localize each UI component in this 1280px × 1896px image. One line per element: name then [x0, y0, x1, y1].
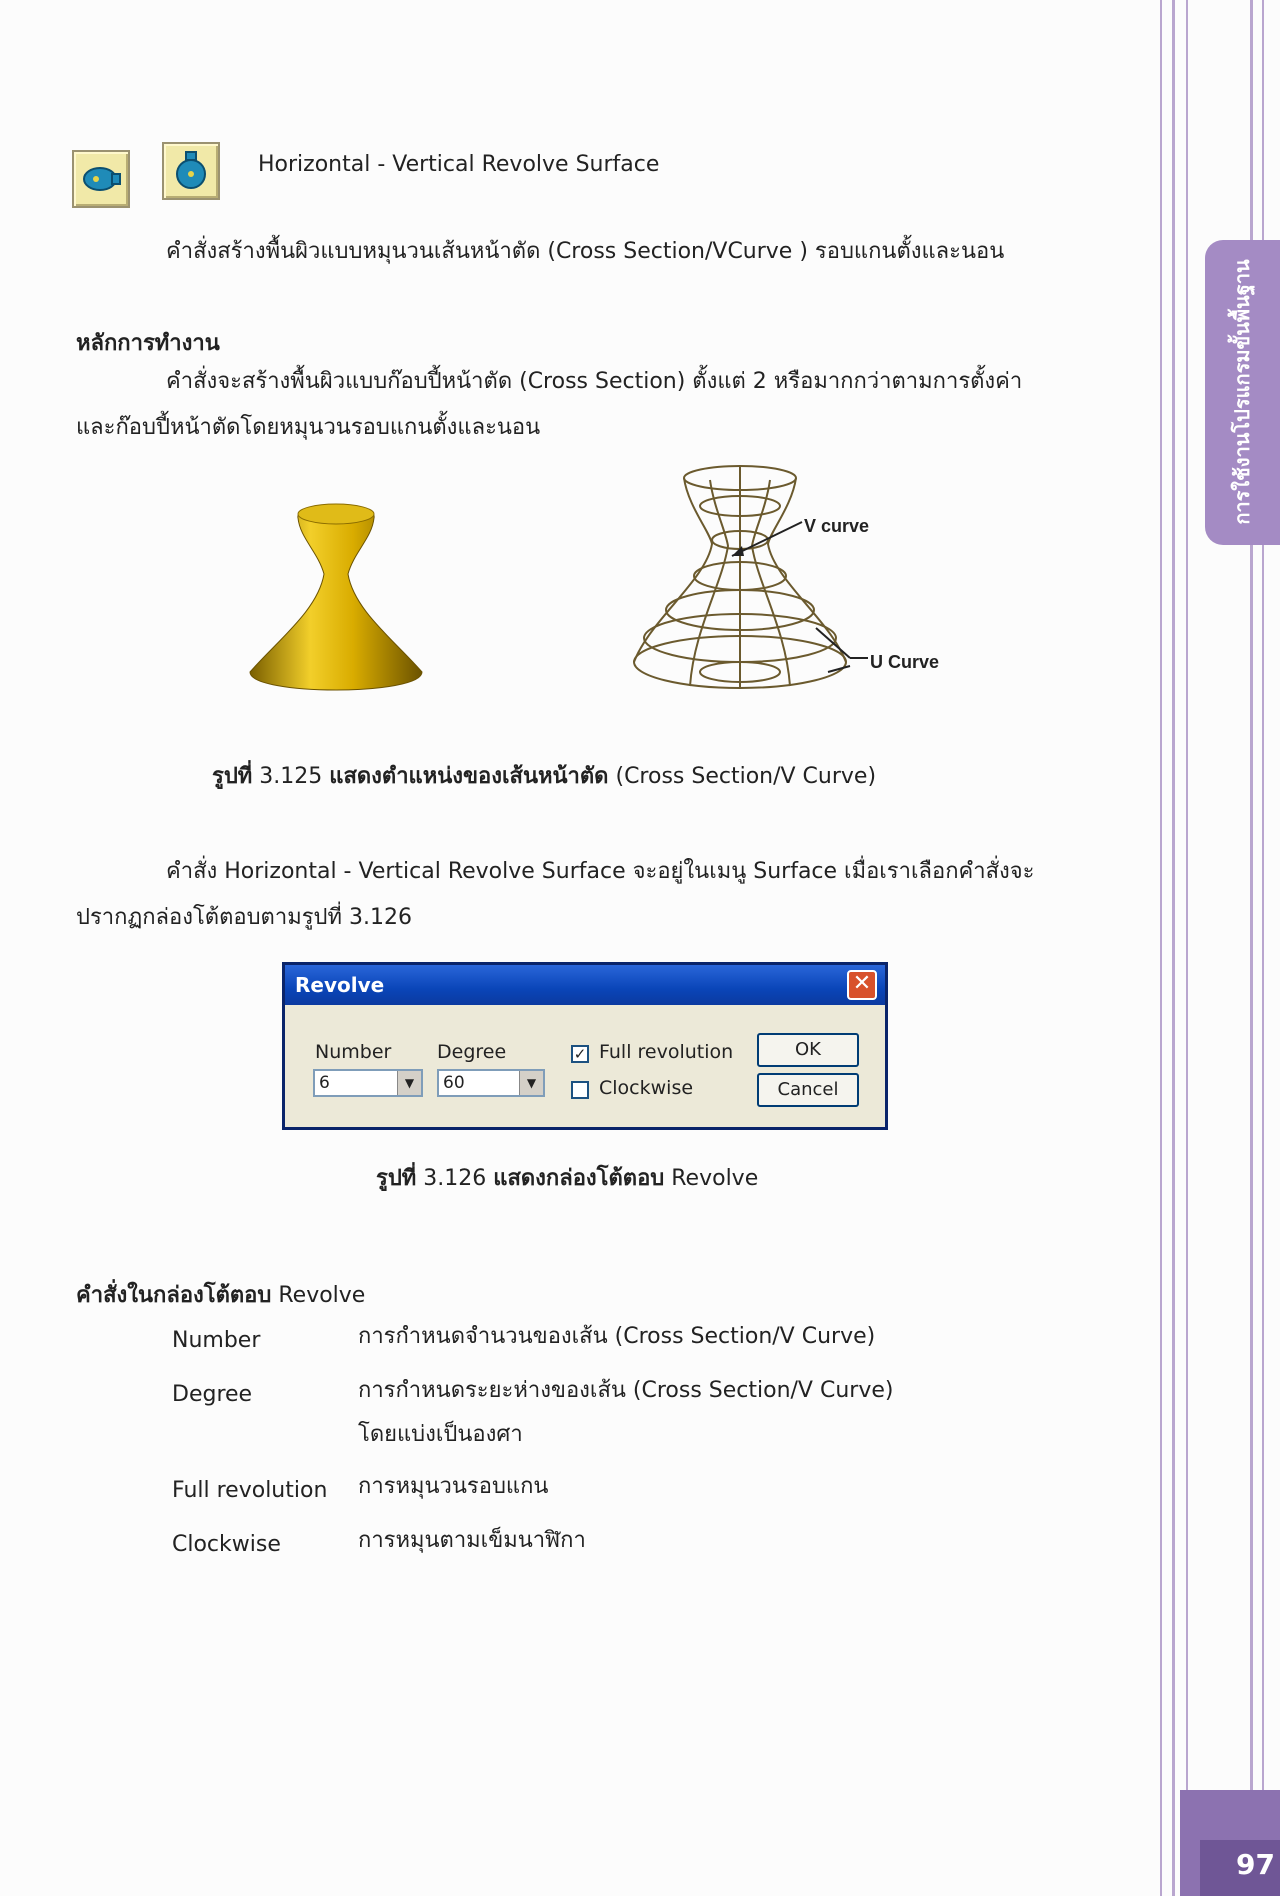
vase-horizontal-icon [74, 152, 128, 206]
figure-3-126-caption [376, 1160, 758, 1195]
page-number: 97 [1236, 1848, 1275, 1881]
clockwise-label[interactable]: Clockwise [599, 1077, 694, 1099]
degree-select[interactable] [437, 1069, 545, 1097]
dialog-title: Revolve [295, 973, 385, 997]
degree-label: Degree [437, 1041, 507, 1063]
commands-heading-tail: Revolve [278, 1283, 366, 1308]
principle-line-1: คำสั่งจะสร้างพื้นผิวแบบก๊อบปี้หน้าตัด (Cross Section) ตั้งแต่ 2 หรือมากกว่าตามการตั้งค่า [166, 369, 1023, 394]
degree-value: 60 [443, 1073, 465, 1093]
desc-degree: การกำหนดระยะห่างของเส้น (Cross Section/V Curve) [358, 1378, 894, 1403]
desc-number: การกำหนดจำนวนของเส้น (Cross Section/V Curve) [358, 1324, 876, 1349]
vase-vertical-icon [164, 144, 218, 198]
revolve-dialog [282, 962, 888, 1130]
dialog-title-bar[interactable] [285, 965, 885, 1005]
cancel-button[interactable]: Cancel [757, 1073, 859, 1107]
intro-paragraph: คำสั่งสร้างพื้นผิวแบบหมุนวนเส้นหน้าตัด (Cross Section/VCurve ) รอบแกนตั้งและนอน [166, 239, 1005, 264]
close-icon[interactable]: ✕ [847, 970, 877, 1000]
margin-line [1160, 0, 1162, 1896]
u-curve-label: U Curve [870, 652, 940, 672]
desc-degree-2: โดยแบ่งเป็นองศา [358, 1422, 523, 1447]
number-select[interactable] [313, 1069, 423, 1097]
margin-line [1172, 0, 1175, 1896]
caption-text: แสดงกล่องโต้ตอบ [493, 1166, 665, 1191]
principle-line-2: และก๊อบปี้หน้าตัดโดยหมุนวนรอบแกนตั้งและนอน [76, 415, 541, 440]
caption-tail: (Cross Section/V Curve) [615, 764, 877, 789]
vertical-revolve-icon[interactable] [162, 142, 220, 200]
desc-full-revolution: การหมุนวนรอบแกน [358, 1474, 549, 1499]
ok-button[interactable]: OK [757, 1033, 859, 1067]
term-full-revolution: Full revolution [172, 1478, 328, 1503]
caption-tail: Revolve [671, 1166, 759, 1191]
commands-heading [76, 1272, 365, 1320]
menu-paragraph-line-2: ปรากฏกล่องโต้ตอบตามรูปที่ 3.126 [76, 905, 412, 930]
chapter-tab-label: การใช้งานโปรแกรมขั้นพื้นฐาน [1230, 259, 1254, 525]
chevron-down-icon[interactable]: ▼ [519, 1071, 543, 1095]
caption-number: 3.126 [423, 1166, 487, 1191]
figure-3-125-caption [212, 758, 876, 793]
margin-line [1186, 0, 1188, 1896]
caption-prefix: รูปที่ [212, 764, 253, 789]
horizontal-revolve-icon[interactable] [72, 150, 130, 208]
full-revolution-checkbox[interactable]: ✓ [571, 1045, 589, 1063]
principle-heading: หลักการทำงาน [76, 331, 220, 356]
desc-clockwise: การหมุนตามเข็มนาฬิกา [358, 1528, 586, 1553]
chevron-down-icon[interactable]: ▼ [397, 1071, 421, 1095]
full-revolution-label[interactable]: Full revolution [599, 1041, 734, 1063]
command-title: Horizontal - Vertical Revolve Surface [258, 152, 660, 177]
commands-heading-bold: คำสั่งในกล่องโต้ตอบ [76, 1283, 272, 1308]
v-curve-label: V curve [804, 516, 870, 536]
revolved-solid-figure [236, 490, 436, 710]
caption-text: แสดงตำแหน่งของเส้นหน้าตัด [329, 764, 609, 789]
term-clockwise: Clockwise [172, 1532, 281, 1557]
term-degree: Degree [172, 1382, 253, 1407]
caption-number: 3.125 [259, 764, 323, 789]
term-number: Number [172, 1328, 261, 1353]
number-value: 6 [319, 1073, 330, 1093]
caption-prefix: รูปที่ [376, 1166, 417, 1191]
clockwise-checkbox[interactable] [571, 1081, 589, 1099]
menu-paragraph-line-1: คำสั่ง Horizontal - Vertical Revolve Surface จะอยู่ในเมนู Surface เมื่อเราเลือกคำสั่งจะ [166, 859, 1035, 884]
number-label: Number [315, 1041, 392, 1063]
